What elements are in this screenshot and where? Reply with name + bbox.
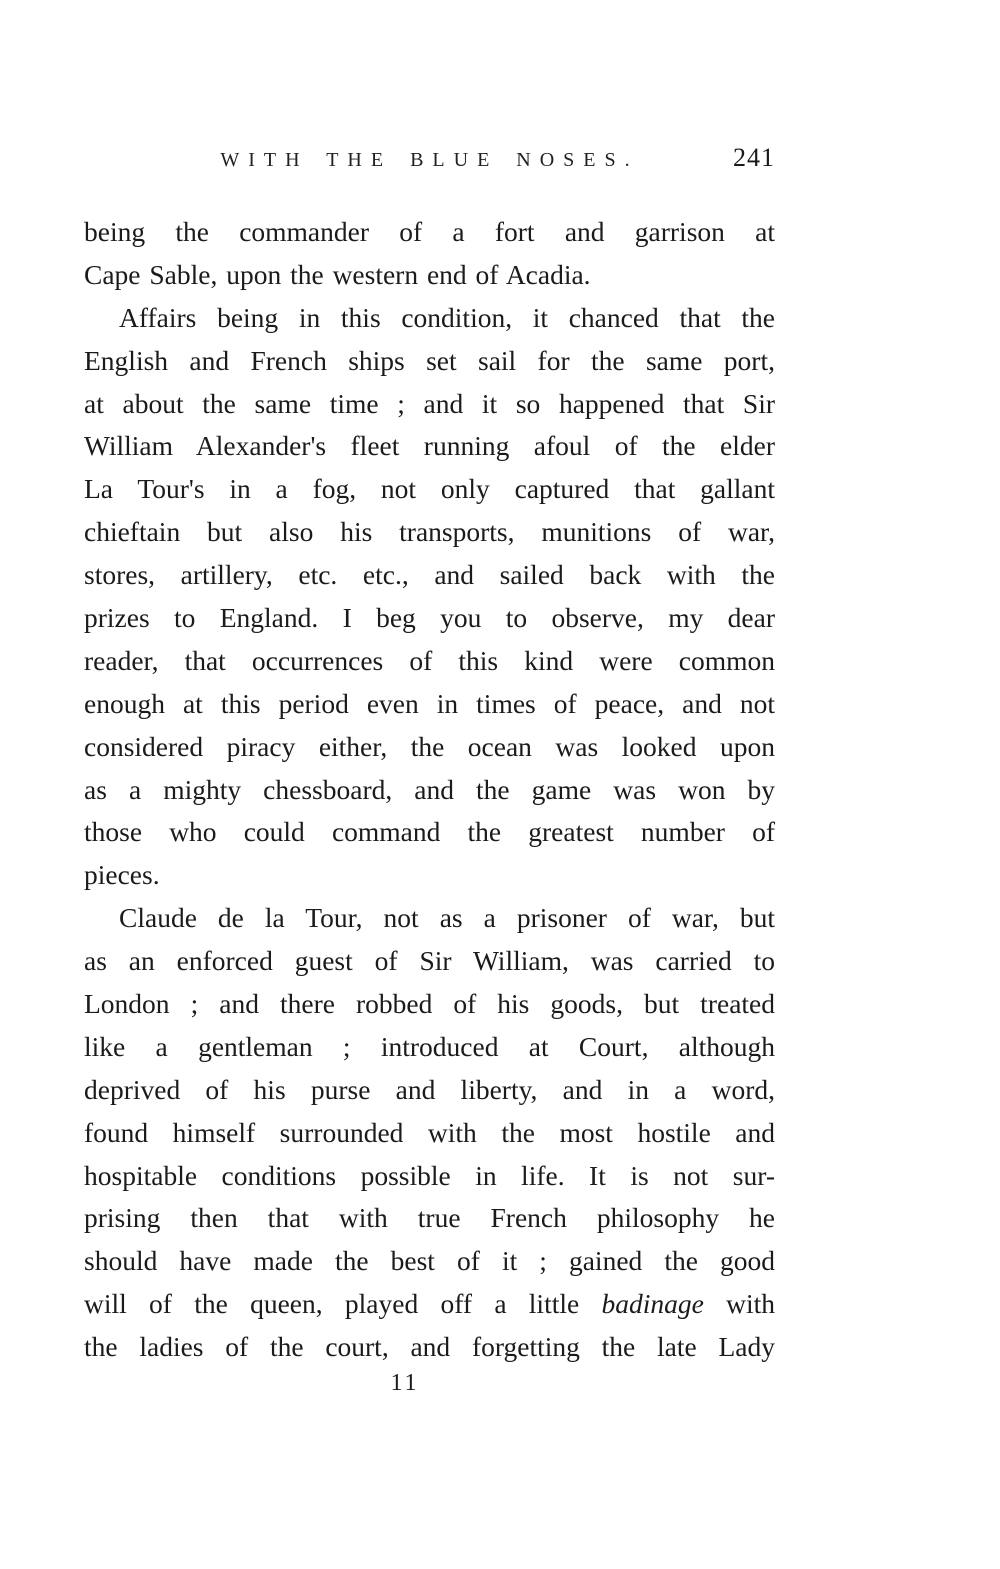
text-line: as a mighty chessboard, and the game was won by (84, 773, 775, 805)
text-line: La Tour's in a fog, not only captured that gallant (84, 473, 775, 505)
text-line: will of the queen, played off a little badinage with (84, 1288, 776, 1320)
text-line: English and French ships set sail for the same port, (84, 344, 775, 376)
text-line: the ladies of the court, and forgetting the late Lady (84, 1331, 775, 1363)
text-line: Cape Sable, upon the western end of Acadia. (84, 258, 591, 290)
text-line: chieftain but also his transports, munitions of war, (84, 516, 775, 548)
text-line: Claude de la Tour, not as a prisoner of war, but (119, 902, 775, 934)
text-line: prizes to England. I beg you to observe, my dear (84, 602, 775, 634)
text-line: as an enforced guest of Sir William, was carried to (84, 945, 775, 977)
page-header (84, 143, 775, 176)
text-line: stores, artillery, etc. etc., and sailed back with the (84, 559, 775, 591)
text-line: should have made the best of it ; gained the good (84, 1245, 775, 1277)
text-line: at about the same time ; and it so happened that Sir (84, 387, 775, 419)
text-line: those who could command the greatest number of (84, 816, 775, 848)
signature-number: 11 (390, 1370, 420, 1396)
text-line: being the commander of a fort and garrison at (84, 216, 775, 247)
page-number: 241 (733, 143, 775, 172)
text-line: pieces. (84, 859, 160, 891)
text-line: like a gentleman ; introduced at Court, although (84, 1030, 775, 1062)
text-line: William Alexander's fleet running afoul of the elder (84, 430, 775, 462)
text-line: deprived of his purse and liberty, and in a word, (84, 1073, 775, 1105)
text-line: enough at this period even in times of peace, and not (84, 687, 775, 719)
page-body (84, 211, 775, 1369)
text-line: Affairs being in this condition, it chanced that the (119, 301, 775, 333)
text-line: found himself surrounded with the most hostile and (84, 1116, 775, 1148)
running-title: WITH THE BLUE NOSES. (220, 149, 639, 171)
text-line: hospitable conditions possible in life. It is not sur- (84, 1159, 775, 1191)
text-line: reader, that occurrences of this kind were common (84, 644, 775, 676)
text-line: prising then that with true French philosophy he (84, 1202, 775, 1234)
text-line: London ; and there robbed of his goods, but treated (84, 988, 775, 1020)
text-line: considered piracy either, the ocean was looked upon (84, 730, 775, 762)
